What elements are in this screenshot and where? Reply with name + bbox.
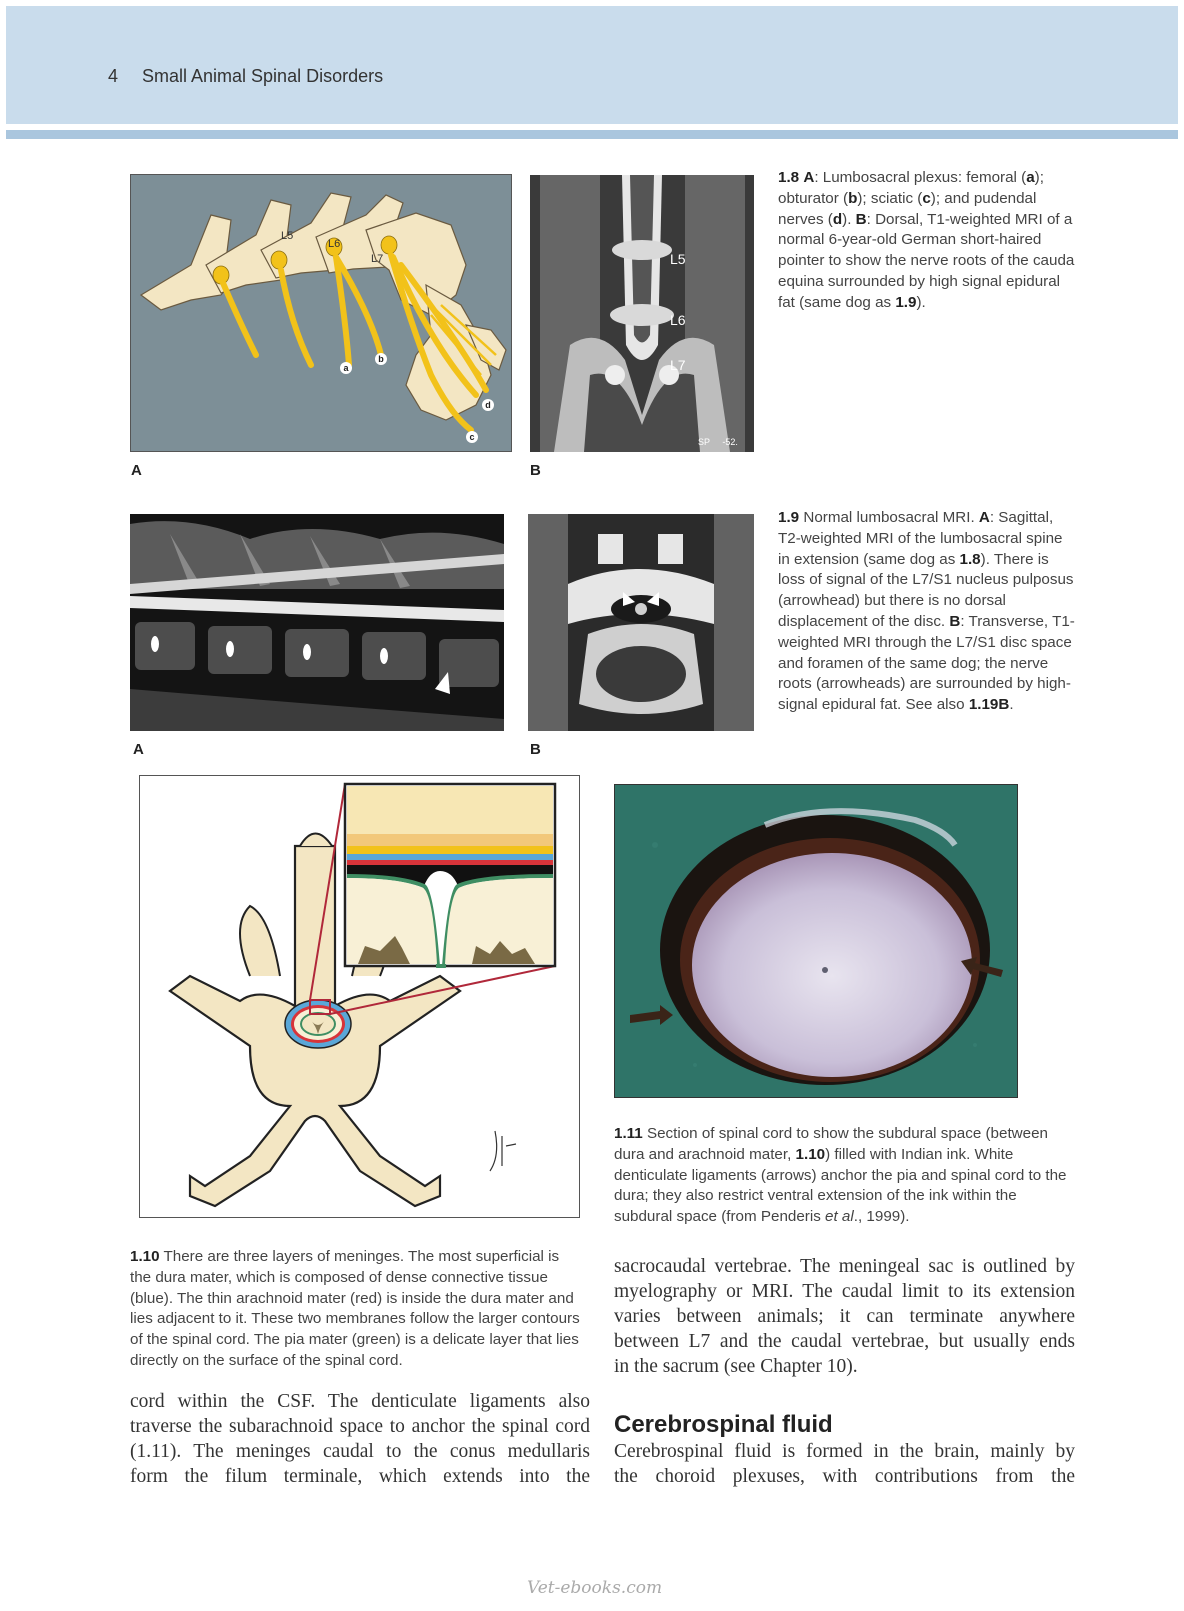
body-text-section <box>614 1439 1075 1489</box>
figure-1-10-caption-number: 1.10 <box>130 1248 160 1265</box>
figure-1-8-caption-number: 1.8 <box>778 169 800 186</box>
body-line: sacrocaudal vertebrae. The meningeal sac is outlined by <box>614 1256 1075 1277</box>
figure-1-9-caption-text: Normal lumbosacral MRI. A: Sagittal, T2-weighted MRI of the lumbosacral spine in extension (same dog as 1.8). There is loss of signal of the L7/S1 nucleus pulposus (arrowhead) but there is no dorsal displacement of the disc. B: Transverse, T1-weighted MRI through the L7/S1 disc space and foramen of the same dog; the nerve roots (arrowheads) are surrounded by high-signal epidural fat. See also 1.19B. <box>778 509 1075 714</box>
figure-1-9a-sagittal-mri <box>130 514 504 731</box>
figure-1-9-panel-label-b: B <box>530 741 541 758</box>
body-line: myelography or MRI. The caudal limit to its extension <box>614 1281 1075 1302</box>
mri-label-l6: L6 <box>670 312 686 328</box>
mri-label-l7: L7 <box>670 357 686 373</box>
figure-1-10-caption-text: There are three layers of meninges. The most superficial is the dura mater, which is composed of dense connective tissue (blue). The thin arachnoid mater (red) is inside the dura mater and lies adjacent to it. These two membranes follow the larger contours of the spinal cord. The pia mater (green) is a delicate layer that lies directly on the surface of the spinal cord. <box>130 1248 580 1369</box>
figure-1-8b-dorsal-mri <box>530 175 754 452</box>
figure-1-8-panel-label-a: A <box>131 462 142 479</box>
spinal-cord-section-image <box>615 785 1017 1097</box>
nerve-label-d: d <box>482 399 494 411</box>
nerve-label-b: b <box>375 353 387 365</box>
vertebra-label-l7: L7 <box>371 253 384 265</box>
header-band <box>6 6 1178 124</box>
body-line: Cerebrospinal fluid is formed in the brain, mainly by <box>614 1441 1075 1462</box>
running-title: Small Animal Spinal Disorders <box>142 66 384 86</box>
figure-1-9-caption <box>778 508 1076 716</box>
header-rule <box>6 130 1178 139</box>
figure-1-10-meninges-illustration <box>139 775 580 1218</box>
figure-1-10-caption <box>130 1247 582 1372</box>
watermark: Vet-ebooks.com <box>527 1578 663 1598</box>
nerve-label-a: a <box>340 362 352 374</box>
body-text-left-column <box>130 1389 590 1489</box>
transverse-mri-image <box>528 514 754 731</box>
body-line: between L7 and the caudal vertebrae, but usually ends <box>614 1331 1075 1352</box>
figure-1-9-caption-number: 1.9 <box>778 509 800 526</box>
figure-1-8a-plexus-illustration <box>130 174 512 452</box>
body-line: form the filum terminale, which extends into the <box>130 1466 590 1487</box>
body-line: varies between animals; it can terminate anywhere <box>614 1306 1075 1327</box>
nerve-label-c: c <box>466 431 478 443</box>
figure-1-11-caption-text: Section of spinal cord to show the subdural space (between dura and arachnoid mater, 1.10) filled with Indian ink. White denticulate ligaments (arrows) anchor the pia and spinal cord to the dura; they also restrict ventral extension of the ink within the subdural space (from Penderis et al., 1999). <box>614 1125 1067 1226</box>
body-text-right-column <box>614 1254 1075 1379</box>
body-line: the choroid plexuses, with contributions from the <box>614 1466 1075 1487</box>
figure-1-9-panel-label-a: A <box>133 741 144 758</box>
section-heading: Cerebrospinal fluid <box>614 1411 833 1438</box>
vertebra-label-l6: L6 <box>328 238 341 250</box>
figure-1-11-caption-number: 1.11 <box>614 1125 643 1142</box>
meninges-drawing <box>140 776 579 1217</box>
vertebra-label-l5: L5 <box>281 230 294 242</box>
figure-1-8-panel-label-b: B <box>530 462 541 479</box>
sagittal-mri-image <box>130 514 504 731</box>
figure-1-9b-transverse-mri <box>528 514 754 731</box>
page-number: 4 <box>108 66 119 86</box>
body-line: (1.11). The meninges caudal to the conus medullaris <box>130 1441 590 1462</box>
figure-1-11-spinal-cord-section-photo <box>614 784 1018 1098</box>
figure-1-8-caption <box>778 168 1078 314</box>
body-line: cord within the CSF. The denticulate ligaments also <box>130 1391 590 1412</box>
body-line: traverse the subarachnoid space to anchor the spinal cord <box>130 1416 590 1437</box>
dorsal-mri-image <box>530 175 754 452</box>
mri-label-l5: L5 <box>670 251 686 267</box>
plexus-drawing <box>131 175 511 451</box>
figure-1-11-caption <box>614 1124 1074 1228</box>
body-line: in the sacrum (see Chapter 10). <box>614 1356 858 1377</box>
mri-corner-text: SP -52. <box>698 437 738 447</box>
figure-1-8-caption-text: A: Lumbosacral plexus: femoral (a); obturator (b); sciatic (c); and pudendal nerves (d). B: Dorsal, T1-weighted MRI of a normal 6-year-old German short-haired pointer to show the nerve roots of the cauda equina surrounded by high signal epidural fat (same dog as 1.9). <box>778 169 1075 311</box>
